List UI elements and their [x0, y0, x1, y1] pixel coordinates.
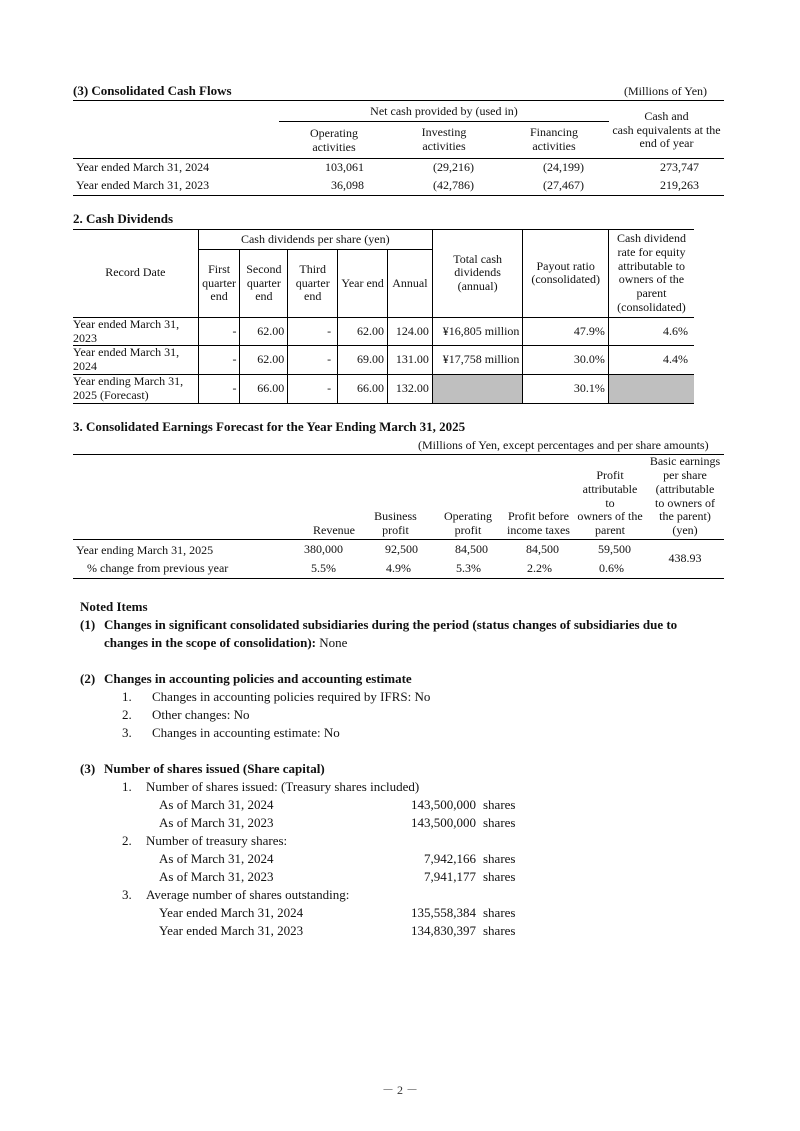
cell-total-shaded [432, 374, 523, 403]
row-label: Year ending March 31, 2025 (Forecast) [73, 374, 198, 403]
dividends-table [73, 229, 694, 404]
table-row [73, 177, 724, 196]
cell-payout: 30.0% [523, 346, 609, 375]
shares-label: As of March 31, 2023 [159, 869, 274, 884]
cell-year-end: 69.00 [338, 346, 388, 375]
cf-col-financing: Financing activities [499, 122, 609, 159]
cell-revenue: 5.5% [311, 561, 336, 576]
cell-year-end: 66.00 [338, 374, 388, 403]
dv-per-share-header: Cash dividends per share (yen) [198, 230, 432, 250]
cell-operating: 103,061 [325, 160, 364, 175]
forecast-table [73, 454, 724, 579]
cell-total: ¥16,805 million [432, 317, 523, 346]
fc-col-operating: Operating profit [433, 455, 503, 540]
shares-unit: shares [483, 905, 516, 920]
shares-value: 135,558,384 [411, 905, 476, 920]
list-item: Other changes: No [152, 707, 250, 722]
cf-col-operating: Operating activities [279, 122, 389, 159]
forecast-title: 3. Consolidated Earnings Forecast for the Year Ending March 31, 2025 [73, 419, 466, 434]
forecast-unit: (Millions of Yen, except percentages and per share amounts) [418, 438, 709, 452]
cell-year-end: 62.00 [338, 317, 388, 346]
shares-label: As of March 31, 2024 [159, 851, 274, 866]
shares-unit: shares [483, 869, 516, 884]
row-label: Year ended March 31, 2023 [73, 317, 198, 346]
cell-q3: - [288, 374, 338, 403]
cell-annual: 132.00 [388, 374, 433, 403]
cell-payout: 30.1% [523, 374, 609, 403]
shares-value: 143,500,000 [411, 815, 476, 830]
dv-col-q3: Third quarter end [288, 250, 338, 317]
cell-rate: 4.4% [608, 346, 694, 375]
list-item-num: 2. [122, 833, 132, 848]
cash-flows-table [73, 103, 724, 196]
cell-q2: 62.00 [240, 317, 288, 346]
cell-owners: 0.6% [599, 561, 624, 576]
dv-col-q2: Second quarter end [240, 250, 288, 317]
cf-col-investing: Investing activities [389, 122, 499, 159]
cell-q3: - [288, 317, 338, 346]
cell-pbt: 84,500 [526, 542, 559, 557]
list-item: Changes in accounting estimate: No [152, 725, 340, 740]
cash-flows-title: (3) Consolidated Cash Flows [73, 83, 232, 98]
cell-payout: 47.9% [523, 317, 609, 346]
fc-col-owners: Profit attributable to owners of the parent [574, 455, 646, 540]
cell-q2: 62.00 [240, 346, 288, 375]
table-row [73, 346, 694, 375]
cell-annual: 131.00 [388, 346, 433, 375]
dv-col-rate: Cash dividend rate for equity attributable to owners of the parent (consolidated) [608, 230, 694, 318]
cell-operating: 84,500 [455, 542, 488, 557]
table-row [73, 560, 724, 579]
shares-value: 7,942,166 [424, 851, 476, 866]
noted-heading: Noted Items [80, 599, 148, 614]
cf-group-header: Net cash provided by (used in) [279, 103, 609, 122]
dv-col-annual: Annual [388, 250, 433, 317]
dv-record-date: Record Date [73, 230, 198, 318]
shares-unit: shares [483, 851, 516, 866]
noted-item1-line2: changes in the scope of consolidation): None [104, 635, 348, 650]
cf-col-cash: Cash and cash equivalents at the end of year [609, 103, 724, 159]
list-item: Changes in accounting policies required by IFRS: No [152, 689, 431, 704]
noted-item1-num: (1) [80, 617, 96, 632]
cell-pbt: 2.2% [527, 561, 552, 576]
cell-investing: (29,216) [433, 160, 474, 175]
cell-operating: 36,098 [279, 177, 389, 196]
fc-col-eps: Basic earnings per share (attributable to owners of the parent) (yen) [646, 455, 724, 540]
cell-total: ¥17,758 million [432, 346, 523, 375]
cell-financing: (27,467) [499, 177, 609, 196]
noted-item2-title: Changes in accounting policies and accounting estimate [104, 671, 412, 686]
row-label: % change from previous year [87, 561, 229, 576]
dv-col-year-end: Year end [338, 250, 388, 317]
noted-item3-title: Number of shares issued (Share capital) [104, 761, 325, 776]
cell-owners: 59,500 [598, 542, 631, 557]
noted-item3-num: (3) [80, 761, 96, 776]
divider [73, 100, 724, 101]
dv-col-total: Total cash dividends (annual) [432, 230, 523, 318]
shares-label: As of March 31, 2023 [159, 815, 274, 830]
cell-rate-shaded [608, 374, 694, 403]
cash-flows-unit: (Millions of Yen) [624, 84, 708, 98]
shares-label: Year ended March 31, 2024 [159, 905, 304, 920]
cell-business: 4.9% [386, 561, 411, 576]
cell-rate: 4.6% [608, 317, 694, 346]
table-row [73, 374, 694, 403]
cell-cash: 273,747 [660, 160, 699, 175]
cell-cash: 219,263 [609, 177, 724, 196]
fc-col-revenue: Revenue [278, 455, 358, 540]
list-item: Number of shares issued: (Treasury shares included) [146, 779, 420, 794]
row-label: Year ending March 31, 2025 [76, 543, 214, 558]
list-item-num: 3. [122, 725, 132, 740]
noted-item1-line1: Changes in significant consolidated subsidiaries during the period (status changes of subsidiaries due to [104, 617, 678, 632]
shares-value: 134,830,397 [411, 923, 476, 938]
cell-business: 92,500 [385, 542, 418, 557]
shares-unit: shares [483, 815, 516, 830]
cell-q1: - [198, 374, 240, 403]
list-item-num: 1. [122, 689, 132, 704]
table-row [73, 159, 724, 178]
fc-col-business: Business profit [358, 455, 433, 540]
fc-col-pbt: Profit before income taxes [503, 455, 574, 540]
cell-annual: 124.00 [388, 317, 433, 346]
list-item: Number of treasury shares: [146, 833, 288, 848]
shares-unit: shares [483, 923, 516, 938]
cell-financing: (24,199) [543, 160, 584, 175]
cell-revenue: 380,000 [304, 542, 343, 557]
cell-q1: - [198, 346, 240, 375]
noted-item2-num: (2) [80, 671, 96, 686]
row-label: Year ended March 31, 2024 [76, 160, 210, 175]
shares-label: Year ended March 31, 2023 [159, 923, 304, 938]
list-item-num: 3. [122, 887, 132, 902]
cell-eps: 438.93 [668, 551, 702, 566]
table-row [73, 540, 724, 561]
shares-value: 143,500,000 [411, 797, 476, 812]
shares-label: As of March 31, 2024 [159, 797, 274, 812]
list-item: Average number of shares outstanding: [146, 887, 350, 902]
list-item-num: 2. [122, 707, 132, 722]
cell-q1: - [198, 317, 240, 346]
dividends-title: 2. Cash Dividends [73, 211, 174, 226]
row-label: Year ended March 31, 2024 [73, 346, 198, 375]
shares-value: 7,941,177 [424, 869, 476, 884]
cell-operating: 5.3% [456, 561, 481, 576]
dv-col-payout: Payout ratio (consolidated) [523, 230, 609, 318]
table-row [73, 317, 694, 346]
shares-unit: shares [483, 797, 516, 812]
list-item-num: 1. [122, 779, 132, 794]
row-label: Year ended March 31, 2023 [73, 177, 279, 196]
page-number: － 2 － [381, 1083, 418, 1097]
dv-col-q1: First quarter end [198, 250, 240, 317]
cell-q3: - [288, 346, 338, 375]
cell-investing: (42,786) [389, 177, 499, 196]
cell-q2: 66.00 [240, 374, 288, 403]
